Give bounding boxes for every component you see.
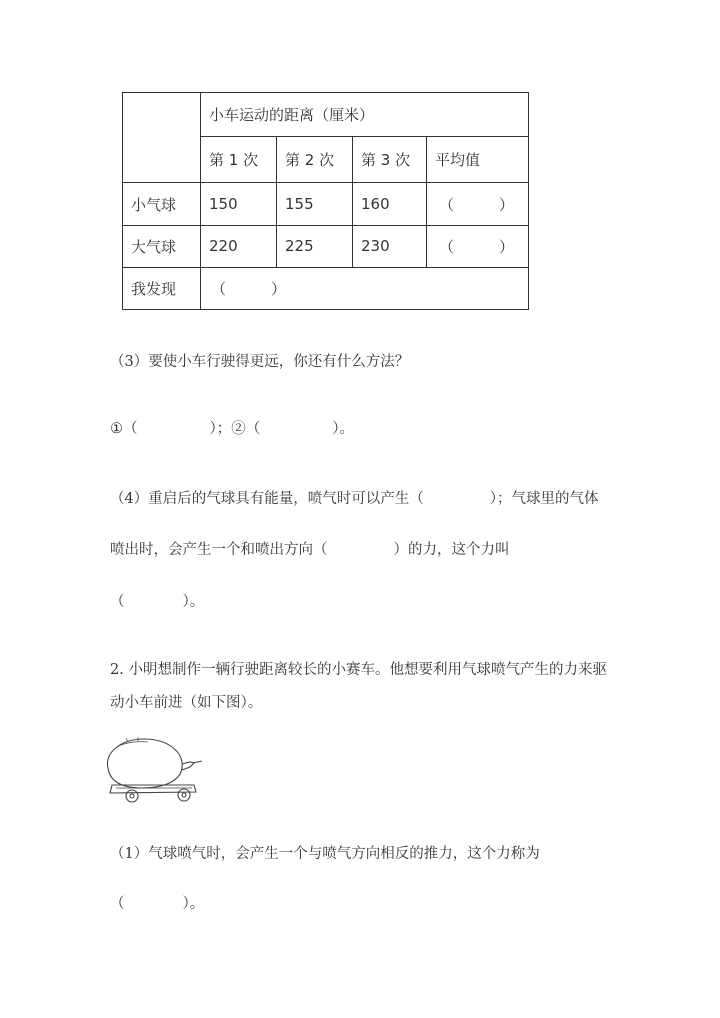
finding-label: 我发现 [123, 267, 201, 309]
question-4-line-1: （4）重启后的气球具有能量，喷气时可以产生（ ）；气球里的气体 [110, 491, 599, 507]
question-3-answers: ①（ ）；②（ ）。 [110, 421, 354, 437]
average-blank[interactable]: （ ） [427, 183, 529, 225]
table-cell: 220 [201, 225, 277, 267]
balloon-car-illustration [98, 732, 210, 810]
subheader-trial-2: 第 2 次 [277, 137, 353, 183]
subheader-trial-3: 第 3 次 [353, 137, 427, 183]
table-corner-cell [123, 93, 201, 183]
subheader-average: 平均值 [427, 137, 529, 183]
table-cell: 160 [353, 183, 427, 225]
question-4-line-2: 喷出时，会产生一个和喷出方向（ ）的力，这个力叫 [110, 542, 510, 558]
row-label: 大气球 [123, 225, 201, 267]
problem-2-line-2: 动小车前进（如下图）。 [110, 695, 263, 711]
subheader-trial-1: 第 1 次 [201, 137, 277, 183]
table-row [123, 225, 529, 267]
finding-blank[interactable]: （ ） [201, 267, 529, 309]
problem-2-q1-line-2: （ ）。 [110, 896, 205, 912]
table-cell: 155 [277, 183, 353, 225]
distance-table [122, 92, 529, 310]
table-cell: 230 [353, 225, 427, 267]
problem-2-line-1: 2. 小明想制作一辆行驶距离较长的小赛车。他想要利用气球喷气产生的力来驱 [110, 662, 607, 678]
row-label: 小气球 [123, 183, 201, 225]
problem-2-q1-line-1: （1）气球喷气时，会产生一个与喷气方向相反的推力，这个力称为 [110, 846, 540, 862]
table-header: 小车运动的距离（厘米） [201, 93, 529, 137]
question-4-line-3: （ ）。 [110, 594, 205, 610]
table-cell: 225 [277, 225, 353, 267]
table-cell: 150 [201, 183, 277, 225]
average-blank[interactable]: （ ） [427, 225, 529, 267]
question-3-text: （3）要使小车行驶得更远，你还有什么方法？ [110, 354, 410, 370]
table-row [123, 183, 529, 225]
